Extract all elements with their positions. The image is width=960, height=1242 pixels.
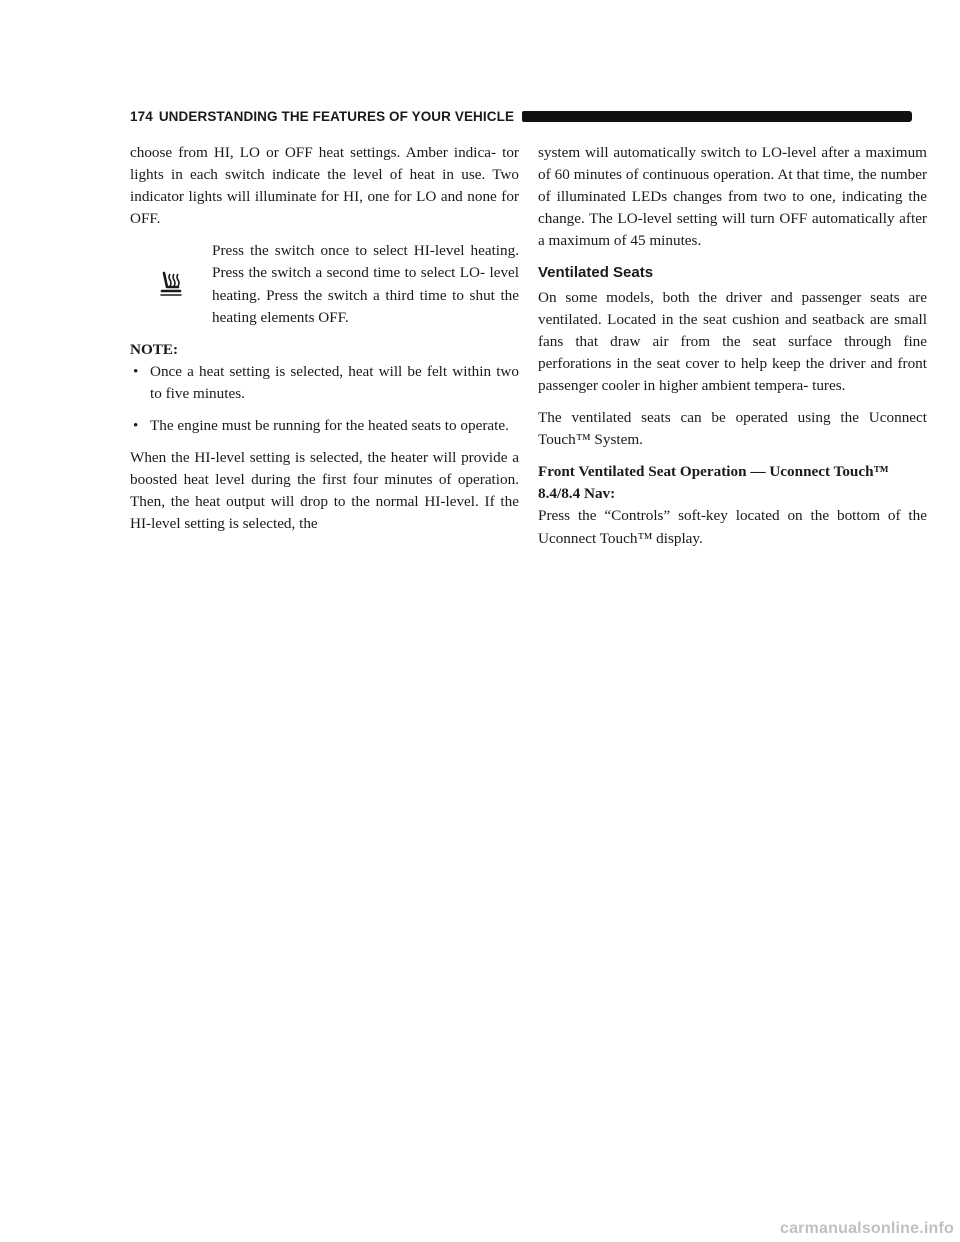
note-text: The engine must be running for the heated seats to operate.: [150, 417, 509, 435]
ventilated-description: On some models, both the driver and passenger seats are ventilated. Located in the seat cushion and seatback are small fans that draw air from the seat surface through fine perforations in the seat cover to help keep the driver and front passenger cooler in higher ambient tempera- tures.: [538, 288, 927, 394]
operation-paragraph: Press the “Controls” soft-key located on the bottom of the Uconnect Touch™ display.: [538, 507, 927, 547]
bullet-icon: •: [133, 362, 139, 380]
list-item: [130, 415, 519, 437]
intro-paragraph: choose from HI, LO or OFF heat settings. Amber indica- tor lights in each switch indicate the level of heat in use. Two indicator lights will illuminate for HI, one for LO and none for OFF.: [130, 144, 519, 228]
note-label: NOTE:: [130, 340, 179, 358]
left-column: [130, 142, 519, 546]
note-list: [130, 361, 519, 437]
bullet-icon: •: [133, 417, 139, 435]
watermark: carmanualsonline.info: [779, 1220, 954, 1237]
section-heading: Ventilated Seats: [538, 264, 654, 282]
heated-seat-instruction: [130, 240, 519, 328]
hi-level-paragraph: When the HI-level setting is selected, the heater will provide a boosted heat level during the first four minutes of operation. Then, the heat output will drop to the normal HI-level. If the HI-level setting is selected, the: [130, 449, 519, 533]
list-item: [130, 361, 519, 405]
page-header: [130, 106, 912, 126]
page-number: 174: [130, 108, 153, 124]
header-rule: [522, 111, 912, 122]
chapter-title: UNDERSTANDING THE FEATURES OF YOUR VEHICLE: [158, 108, 515, 124]
sub-heading: Front Ventilated Seat Operation — Uconnect Touch™ 8.4/8.4 Nav:: [538, 463, 889, 503]
ventilated-uconnect: The ventilated seats can be operated using the Uconnect Touch™ System.: [538, 409, 927, 449]
switch-instructions: Press the switch once to select HI-level heating. Press the switch a second time to select LO- level heating. Press the switch a third time to shut the heating elements OFF.: [212, 242, 519, 326]
note-text: Once a heat setting is selected, heat will be felt within two to five minutes.: [150, 362, 519, 402]
heated-seat-icon: [130, 240, 212, 328]
continuation-paragraph: system will automatically switch to LO-level after a maximum of 60 minutes of continuous operation. At that time, the number of illuminated LEDs changes from two to one, indicating the change. The LO-level setting will turn OFF automatically after a maximum of 45 minutes.: [538, 144, 927, 250]
right-column: [538, 142, 927, 550]
